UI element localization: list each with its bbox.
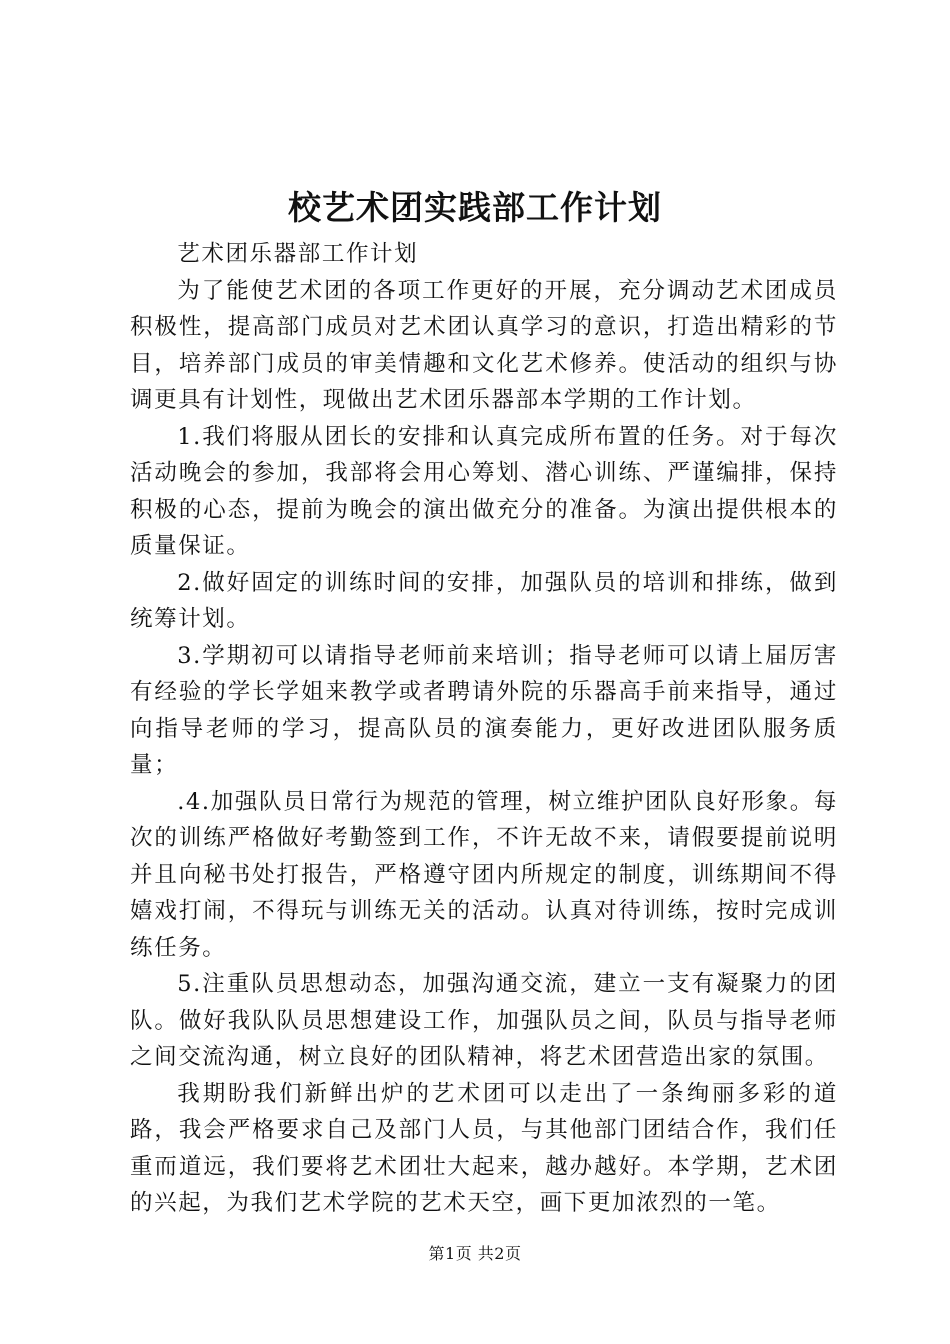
plan-item-2: 2.做好固定的训练时间的安排，加强队员的培训和排练，做到统筹计划。 [130, 569, 838, 632]
closing-paragraph: 我期盼我们新鲜出炉的艺术团可以走出了一条绚丽多彩的道路，我会严格要求自己及部门人员，与其他部门团结合作，我们任重而道远，我们要将艺术团壮大起来，越办越好。本学期，艺术团的兴起，为我们艺术学院的艺术天空，画下更加浓烈的一笔。 [130, 1080, 838, 1216]
plan-item-1: 1.我们将服从团长的安排和认真完成所布置的任务。对于每次活动晚会的参加，我部将会用心筹划、潜心训练、严谨编排，保持积极的心态，提前为晚会的演出做充分的准备。为演出提供根本的质量保证。 [130, 423, 838, 559]
plan-item-4: .4.加强队员日常行为规范的管理，树立维护团队良好形象。每次的训练严格做好考勤签到工作，不许无故不来，请假要提前说明并且向秘书处打报告，严格遵守团内所规定的制度，训练期间不得嬉戏打闹，不得玩与训练无关的活动。认真对待训练，按时完成训练任务。 [130, 788, 838, 961]
page-number-footer: 第1页 共2页 [428, 1244, 522, 1263]
plan-item-3: 3.学期初可以请指导老师前来培训；指导老师可以请上届厉害有经验的学长学姐来教学或者聘请外院的乐器高手前来指导，通过向指导老师的学习，提高队员的演奏能力，更好改进团队服务质量； [130, 642, 838, 778]
plan-item-5: 5.注重队员思想动态，加强沟通交流，建立一支有凝聚力的团队。做好我队队员思想建设工作，加强队员之间，队员与指导老师之间交流沟通，树立良好的团队精神，将艺术团营造出家的氛围。 [130, 971, 838, 1070]
section-subtitle: 艺术团乐器部工作计划 [177, 241, 419, 267]
document-title: 校艺术团实践部工作计划 [288, 188, 662, 227]
intro-paragraph: 为了能使艺术团的各项工作更好的开展，充分调动艺术团成员积极性，提高部门成员对艺术团认真学习的意识，打造出精彩的节目，培养部门成员的审美情趣和文化艺术修养。使活动的组织与协调更具有计划性，现做出艺术团乐器部本学期的工作计划。 [130, 277, 838, 413]
document-body [130, 236, 838, 1222]
